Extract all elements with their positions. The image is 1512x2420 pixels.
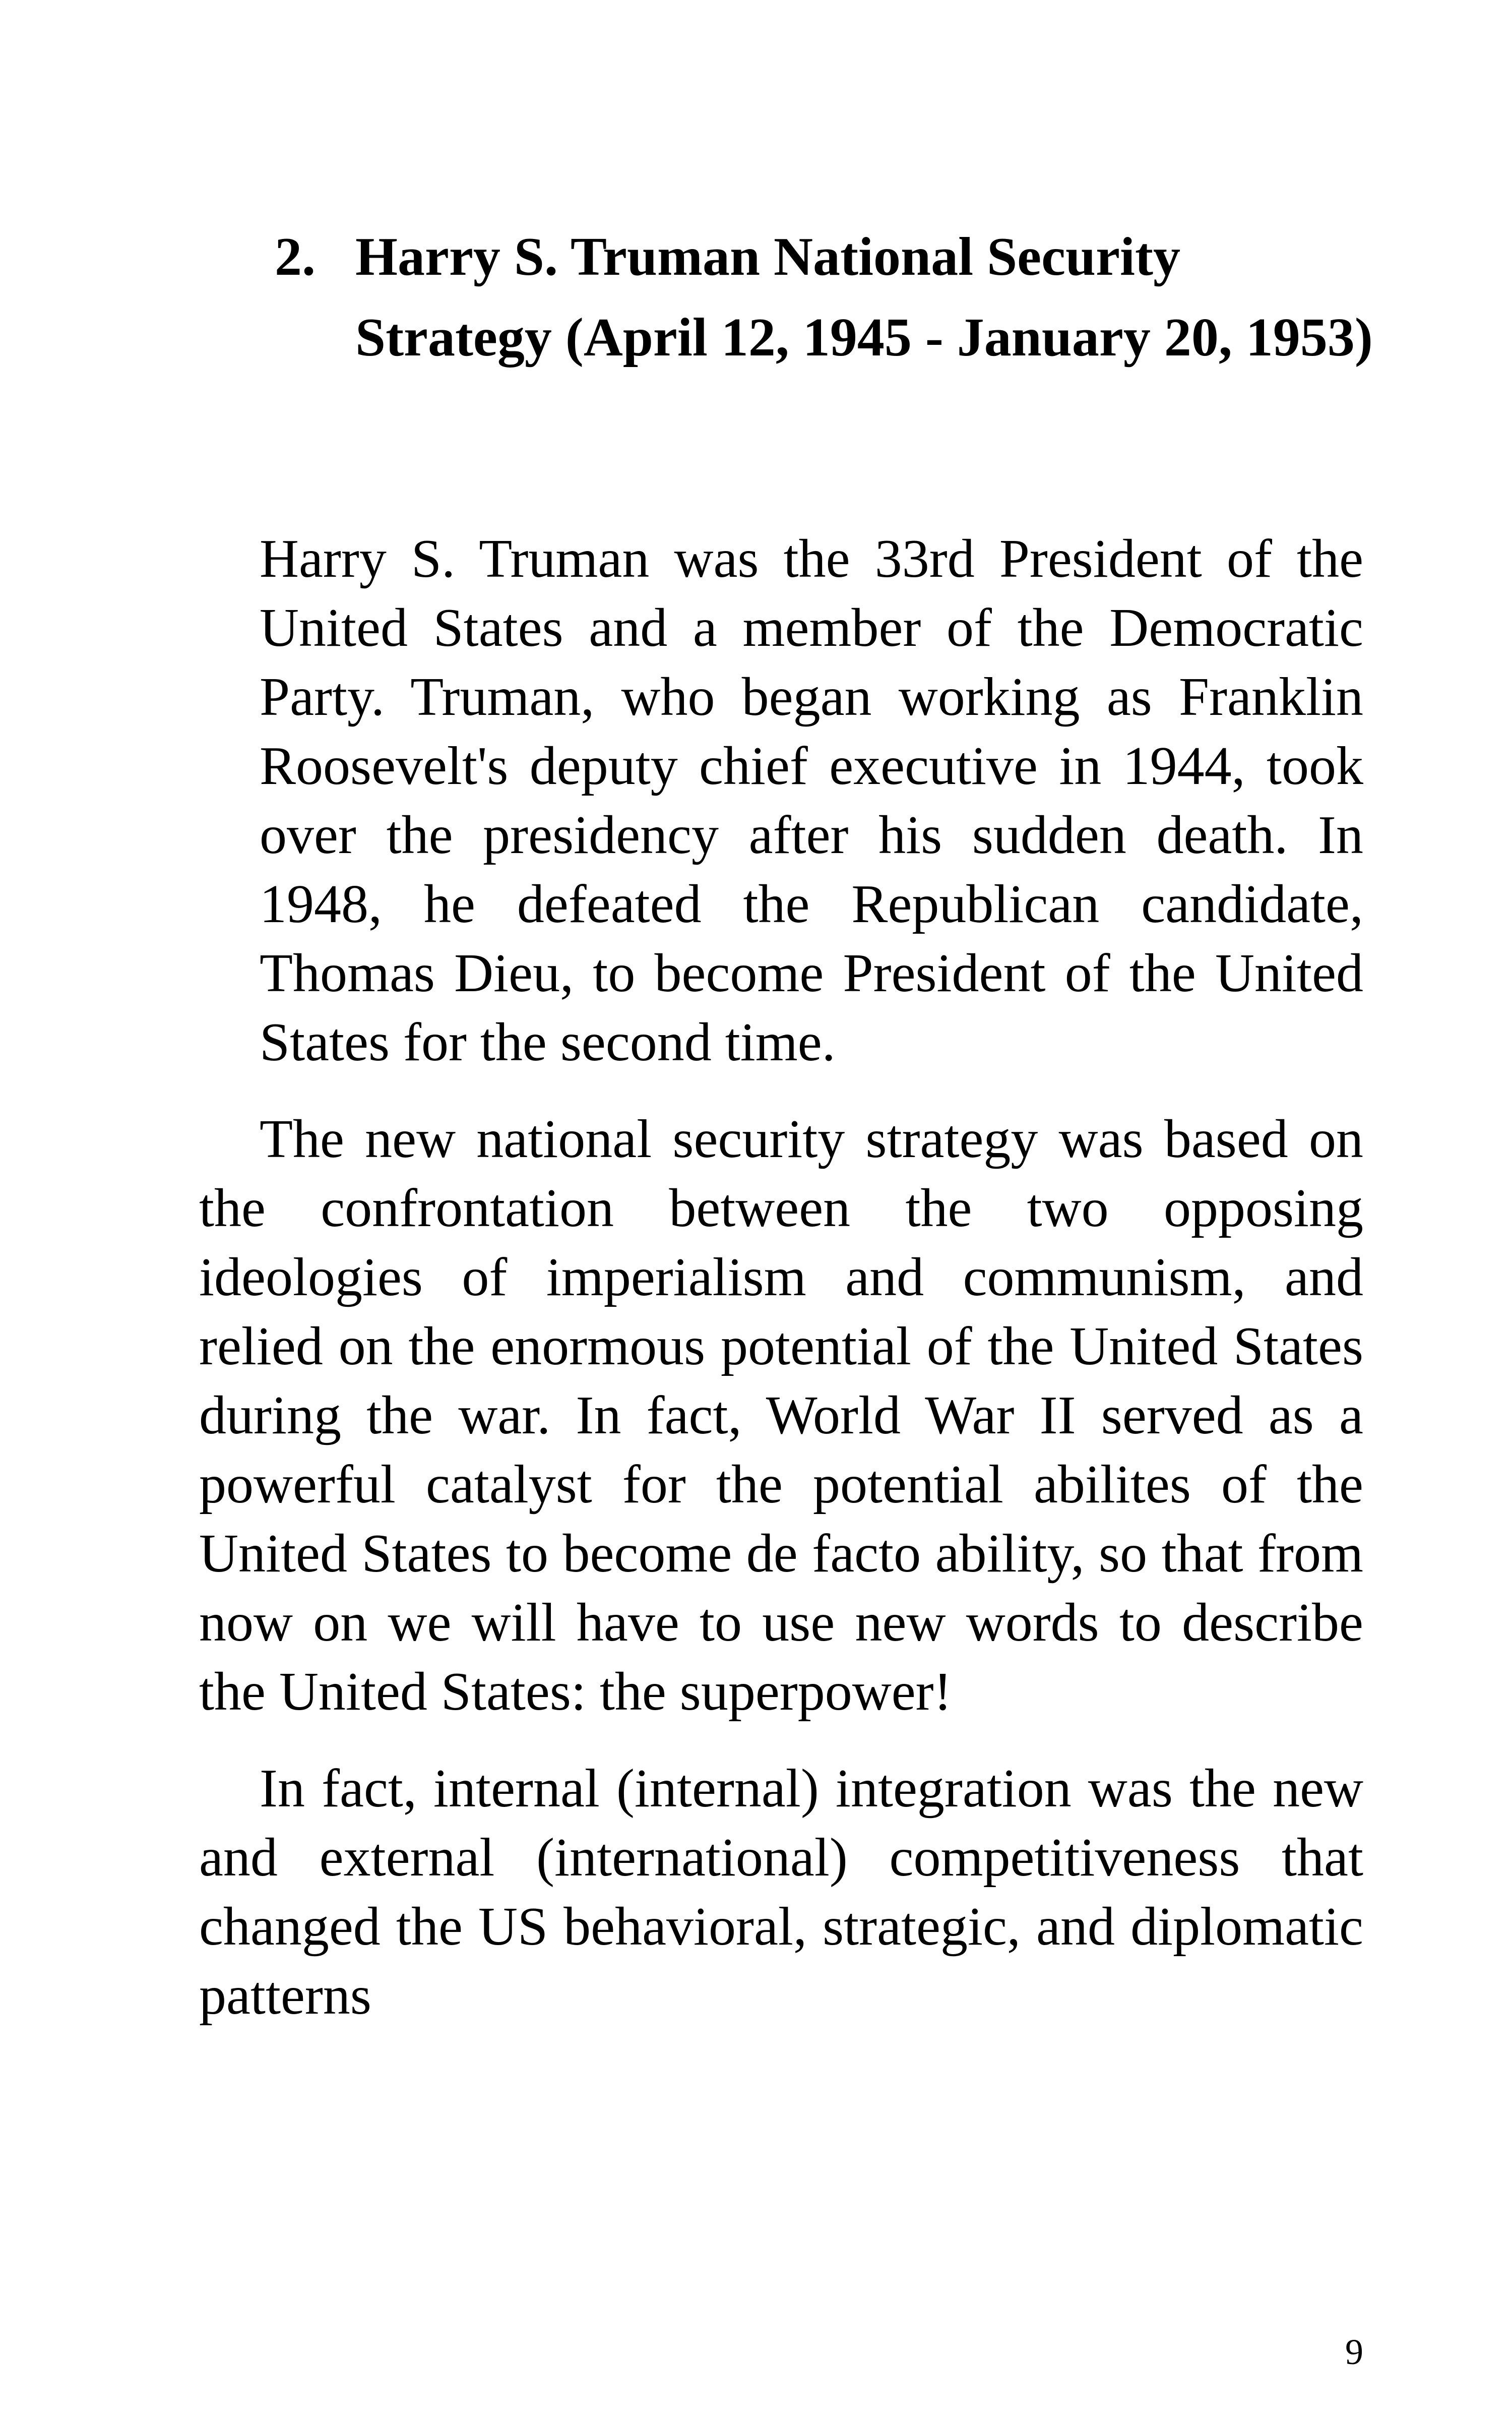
paragraph-truman-bio: Harry S. Truman was the 33rd President of the United States and a member of the Democratic Party. Truman, who began working as Franklin Roosevelt's deputy chief executive in 1944, took over the presidency after his sudden death. In 1948, he defeated the Republican candidate, Thomas Dieu, to become President of the United States for the second time. <box>260 529 1363 1072</box>
page-number: 9 <box>1345 2332 1363 2372</box>
paragraph-security-strategy: The new national security strategy was based on the confrontation between the two opposing ideologies of imperialism and communism, and relied on the enormous potential of the United States during the war. In fact, World War II served as a powerful catalyst for the potential abilites of the United States to become de facto ability, so that from now on we will have to use new words to describe the United States: the superpower! <box>199 1109 1363 1722</box>
body-text <box>199 524 1363 2030</box>
paragraph-integration: In fact, internal (internal) integration was the new and external (international) competitiveness that changed the US behavioral, strategic, and diplomatic patterns <box>199 1759 1363 2026</box>
section-heading <box>275 217 1373 378</box>
section-number: 2. <box>275 227 316 287</box>
section-title: Harry S. Truman National Security Strategy (April 12, 1945 - January 20, 1953) <box>355 227 1373 368</box>
